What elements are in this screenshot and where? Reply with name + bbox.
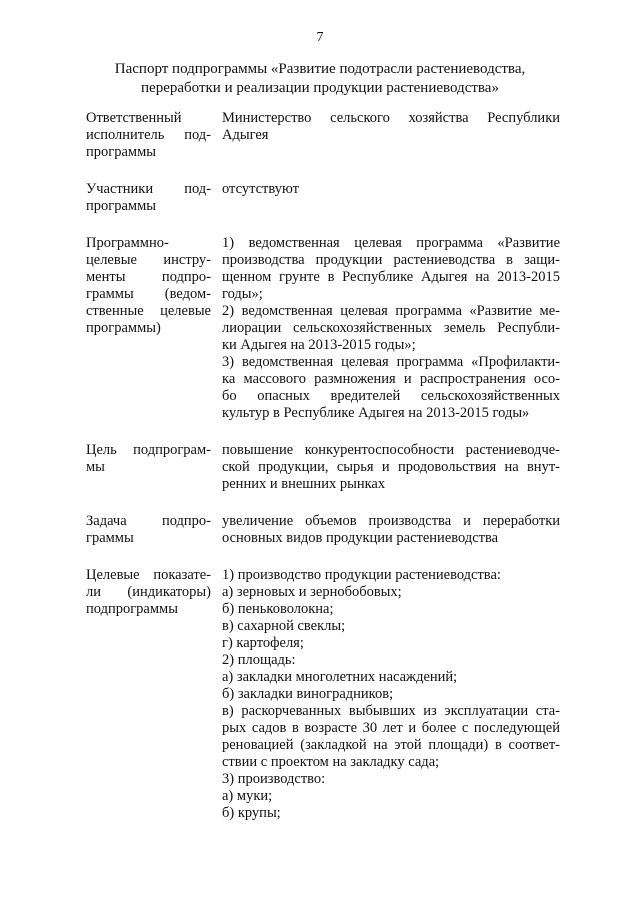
value-line: отсутствуют	[222, 181, 299, 197]
value-line: повышение конкурентоспособности растениеводче-	[222, 442, 560, 458]
row-program-instruments	[86, 235, 560, 422]
row-value	[222, 513, 560, 547]
row-label	[86, 513, 211, 547]
value-line: а) закладки многолетних насаждений;	[222, 669, 458, 685]
value-line: а) зерновых и зернобобовых;	[222, 584, 402, 600]
row-target-indicators	[86, 567, 560, 822]
value-line: бо опасных вредителей сельскохозяйственных	[222, 388, 560, 404]
value-line: в) сахарной свеклы;	[222, 618, 346, 634]
value-line: б) закладки виноградников;	[222, 686, 394, 702]
row-label	[86, 181, 211, 215]
row-goal	[86, 442, 560, 493]
value-line: основных видов продукции растениеводства	[222, 530, 499, 546]
value-line: ствии с проектом на закладку сада;	[222, 754, 440, 770]
row-label	[86, 442, 211, 493]
label-line: граммы	[86, 530, 134, 546]
label-line: Целевые показате-	[86, 567, 211, 583]
value-line: ской продукции, сырья и продовольствия на внут-	[222, 459, 560, 475]
value-line: 2) площадь:	[222, 652, 296, 668]
row-value	[222, 235, 560, 422]
document-title	[60, 60, 580, 98]
value-line: щенном грунте в Республике Адыгея на 2013-2015	[222, 269, 560, 285]
label-line: ственные целевые	[86, 303, 211, 319]
value-line: в) раскорчеванных выбывших из эксплуатации ста-	[222, 703, 560, 719]
title-line-1: Паспорт подпрограммы «Развитие подотрасли растениеводства,	[114, 61, 526, 77]
value-line: увеличение объемов производства и переработки	[222, 513, 560, 529]
label-line: Ответственный	[86, 110, 182, 126]
value-line: культур в Республике Адыгея на 2013-2015 годы»	[222, 405, 530, 421]
value-line: Адыгея	[222, 127, 269, 143]
value-line: лиорации сельскохозяйственных земель Республи-	[222, 320, 560, 336]
label-line: подпрограммы	[86, 601, 178, 617]
row-label	[86, 567, 211, 822]
row-value	[222, 567, 560, 822]
label-line: Цель подпрограм-	[86, 442, 211, 458]
row-label	[86, 110, 211, 161]
row-participants	[86, 181, 560, 215]
value-line: Министерство сельского хозяйства Республики	[222, 110, 560, 126]
value-line: 1) ведомственная целевая программа «Развитие	[222, 235, 560, 251]
value-line: 1) производство продукции растениеводства:	[222, 567, 501, 583]
label-line: исполнитель под-	[86, 127, 211, 143]
value-line: ки Адыгея на 2013-2015 годы»;	[222, 337, 416, 353]
label-line: программы)	[86, 320, 161, 336]
label-line: программы	[86, 144, 156, 160]
value-line: ренних и внешних рынках	[222, 476, 386, 492]
row-label	[86, 235, 211, 422]
value-line: б) крупы;	[222, 805, 281, 821]
value-line: г) картофеля;	[222, 635, 304, 651]
passport-table	[86, 110, 560, 842]
row-responsible-executor	[86, 110, 560, 161]
value-line: 2) ведомственная целевая программа «Развитие ме-	[222, 303, 560, 319]
value-line: производства продукции растениеводства в защи-	[222, 252, 560, 268]
label-line: мы	[86, 459, 105, 475]
value-line: а) муки;	[222, 788, 273, 804]
row-value	[222, 442, 560, 493]
label-line: менты подпро-	[86, 269, 211, 285]
value-line: 3) ведомственная целевая программа «Профилакти-	[222, 354, 560, 370]
value-line: годы»;	[222, 286, 263, 302]
label-line: Программно-	[86, 235, 169, 251]
label-line: целевые инстру-	[86, 252, 211, 268]
title-line-2: переработки и реализации продукции растениеводства»	[141, 80, 499, 96]
page-number: 7	[316, 30, 324, 45]
value-line: ка массового размножения и распространения осо-	[222, 371, 560, 387]
label-line: Участники под-	[86, 181, 211, 197]
value-line: реновацией (закладкой на этой площади) в соответ-	[222, 737, 560, 753]
row-task	[86, 513, 560, 547]
row-value	[222, 110, 560, 161]
label-line: ли (индикаторы)	[86, 584, 211, 600]
label-line: Задача подпро-	[86, 513, 211, 529]
value-line: рых садов в возрасте 30 лет и более с последующей	[222, 720, 560, 736]
value-line: 3) производство:	[222, 771, 326, 787]
label-line: программы	[86, 198, 156, 214]
label-line: граммы (ведом-	[86, 286, 211, 302]
row-value	[222, 181, 560, 215]
value-line: б) пеньковолокна;	[222, 601, 334, 617]
